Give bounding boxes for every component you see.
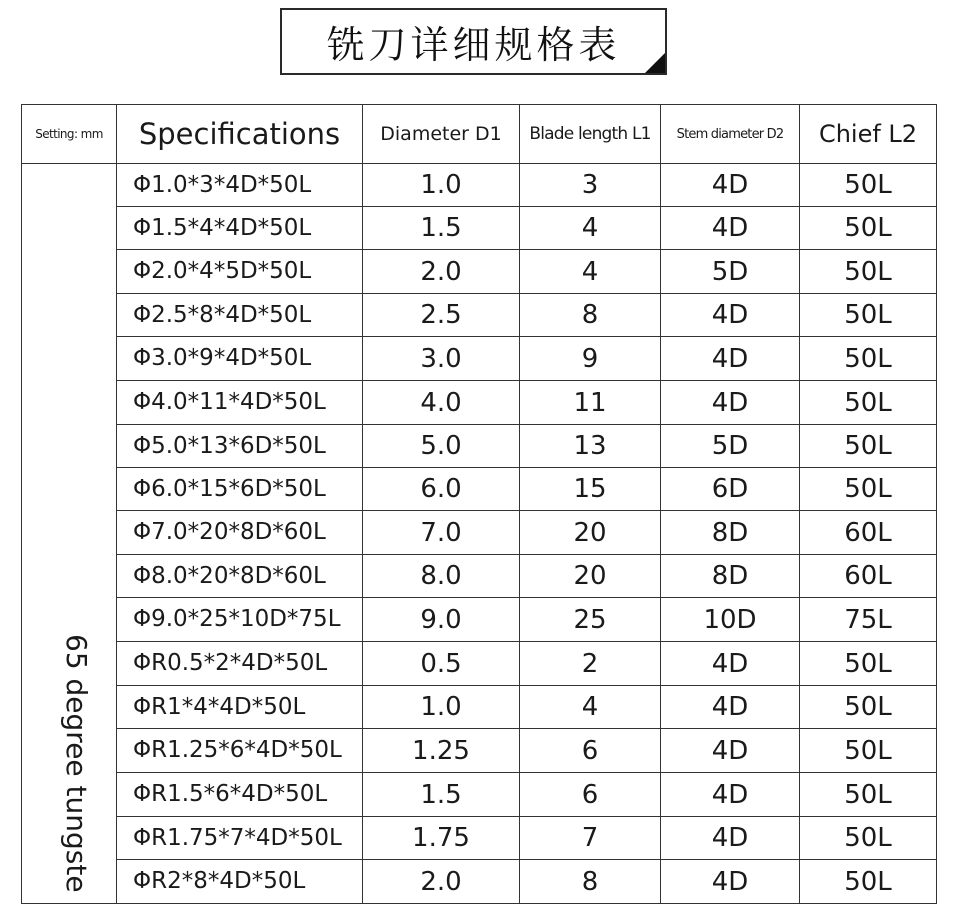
table-row <box>22 294 937 337</box>
cell-diameter-d1: 1.0 <box>363 164 520 207</box>
cell-blade-length-l1: 20 <box>520 555 661 598</box>
table-row <box>22 511 937 555</box>
table-row <box>22 555 937 598</box>
cell-specification: Φ1.0*3*4D*50L <box>117 164 363 207</box>
cell-blade-length-l1: 3 <box>520 164 661 207</box>
cell-blade-length-l1: 4 <box>520 686 661 729</box>
cell-chief-l2: 50L <box>800 381 937 425</box>
cell-blade-length-l1: 4 <box>520 207 661 250</box>
header-blade-length-l1: Blade length L1 <box>520 105 661 164</box>
cell-diameter-d1: 8.0 <box>363 555 520 598</box>
cell-stem-diameter-d2: 6D <box>661 468 800 511</box>
cell-diameter-d1: 1.5 <box>363 207 520 250</box>
cell-diameter-d1: 4.0 <box>363 381 520 425</box>
cell-diameter-d1: 1.0 <box>363 686 520 729</box>
cell-stem-diameter-d2: 4D <box>661 773 800 817</box>
cell-diameter-d1: 0.5 <box>363 642 520 686</box>
header-chief-l2: Chief L2 <box>800 105 937 164</box>
table-row <box>22 381 937 425</box>
cell-diameter-d1: 1.5 <box>363 773 520 817</box>
cell-diameter-d1: 2.5 <box>363 294 520 337</box>
cell-stem-diameter-d2: 5D <box>661 250 800 294</box>
cell-blade-length-l1: 9 <box>520 337 661 381</box>
cell-diameter-d1: 1.25 <box>363 729 520 773</box>
cell-specification: ΦR1.75*7*4D*50L <box>117 817 363 860</box>
cell-diameter-d1: 2.0 <box>363 860 520 904</box>
table-row <box>22 686 937 729</box>
group-cell <box>22 164 117 904</box>
cell-specification: Φ1.5*4*4D*50L <box>117 207 363 250</box>
cell-specification: Φ8.0*20*8D*60L <box>117 555 363 598</box>
cell-stem-diameter-d2: 4D <box>661 381 800 425</box>
cell-stem-diameter-d2: 4D <box>661 164 800 207</box>
cell-chief-l2: 50L <box>800 468 937 511</box>
cell-chief-l2: 75L <box>800 598 937 642</box>
cell-specification: Φ2.0*4*5D*50L <box>117 250 363 294</box>
cell-diameter-d1: 1.75 <box>363 817 520 860</box>
cell-blade-length-l1: 11 <box>520 381 661 425</box>
cell-chief-l2: 50L <box>800 164 937 207</box>
table-row <box>22 642 937 686</box>
cell-diameter-d1: 3.0 <box>363 337 520 381</box>
table-row <box>22 164 937 207</box>
cell-chief-l2: 50L <box>800 337 937 381</box>
table-row <box>22 729 937 773</box>
table-row <box>22 817 937 860</box>
cell-stem-diameter-d2: 8D <box>661 511 800 555</box>
cell-diameter-d1: 7.0 <box>363 511 520 555</box>
cell-specification: ΦR0.5*2*4D*50L <box>117 642 363 686</box>
cell-stem-diameter-d2: 4D <box>661 207 800 250</box>
cell-diameter-d1: 5.0 <box>363 425 520 468</box>
table-body <box>22 164 937 904</box>
cell-stem-diameter-d2: 4D <box>661 337 800 381</box>
cell-stem-diameter-d2: 4D <box>661 642 800 686</box>
cell-stem-diameter-d2: 4D <box>661 686 800 729</box>
cell-blade-length-l1: 4 <box>520 250 661 294</box>
header-row <box>22 105 937 164</box>
cell-blade-length-l1: 6 <box>520 729 661 773</box>
group-label: 65 degree tungste <box>60 634 93 893</box>
table-row <box>22 250 937 294</box>
cell-stem-diameter-d2: 4D <box>661 817 800 860</box>
cell-blade-length-l1: 25 <box>520 598 661 642</box>
table-row <box>22 773 937 817</box>
cell-blade-length-l1: 6 <box>520 773 661 817</box>
cell-specification: ΦR2*8*4D*50L <box>117 860 363 904</box>
cell-diameter-d1: 2.0 <box>363 250 520 294</box>
cell-chief-l2: 60L <box>800 555 937 598</box>
cell-blade-length-l1: 15 <box>520 468 661 511</box>
table-row <box>22 207 937 250</box>
cell-stem-diameter-d2: 4D <box>661 729 800 773</box>
corner-triangle-decoration <box>645 53 665 73</box>
page-title: 铣刀详细规格表 <box>326 23 621 67</box>
cell-specification: ΦR1.25*6*4D*50L <box>117 729 363 773</box>
table-row <box>22 468 937 511</box>
header-stem-diameter-d2: Stem diameter D2 <box>661 105 800 164</box>
cell-blade-length-l1: 7 <box>520 817 661 860</box>
cell-specification: Φ6.0*15*6D*50L <box>117 468 363 511</box>
cell-specification: Φ4.0*11*4D*50L <box>117 381 363 425</box>
cell-specification: Φ9.0*25*10D*75L <box>117 598 363 642</box>
cell-chief-l2: 50L <box>800 817 937 860</box>
cell-chief-l2: 50L <box>800 860 937 904</box>
cell-specification: ΦR1.5*6*4D*50L <box>117 773 363 817</box>
cell-blade-length-l1: 20 <box>520 511 661 555</box>
cell-specification: Φ7.0*20*8D*60L <box>117 511 363 555</box>
cell-chief-l2: 50L <box>800 294 937 337</box>
table-row <box>22 598 937 642</box>
cell-specification: Φ5.0*13*6D*50L <box>117 425 363 468</box>
cell-specification: ΦR1*4*4D*50L <box>117 686 363 729</box>
cell-blade-length-l1: 2 <box>520 642 661 686</box>
table-row <box>22 860 937 904</box>
cell-chief-l2: 50L <box>800 773 937 817</box>
cell-stem-diameter-d2: 5D <box>661 425 800 468</box>
cell-blade-length-l1: 8 <box>520 294 661 337</box>
cell-chief-l2: 50L <box>800 686 937 729</box>
cell-chief-l2: 60L <box>800 511 937 555</box>
table-row <box>22 425 937 468</box>
header-diameter-d1: Diameter D1 <box>363 105 520 164</box>
cell-stem-diameter-d2: 8D <box>661 555 800 598</box>
header-specifications: Specifications <box>117 105 363 164</box>
table-row <box>22 337 937 381</box>
cell-chief-l2: 50L <box>800 729 937 773</box>
spec-table <box>21 104 937 904</box>
cell-diameter-d1: 6.0 <box>363 468 520 511</box>
title-box <box>280 8 667 75</box>
cell-chief-l2: 50L <box>800 207 937 250</box>
header-setting: Setting: mm <box>22 105 117 164</box>
cell-diameter-d1: 9.0 <box>363 598 520 642</box>
cell-specification: Φ3.0*9*4D*50L <box>117 337 363 381</box>
cell-specification: Φ2.5*8*4D*50L <box>117 294 363 337</box>
cell-stem-diameter-d2: 4D <box>661 860 800 904</box>
cell-stem-diameter-d2: 10D <box>661 598 800 642</box>
cell-blade-length-l1: 13 <box>520 425 661 468</box>
cell-chief-l2: 50L <box>800 250 937 294</box>
cell-chief-l2: 50L <box>800 642 937 686</box>
cell-stem-diameter-d2: 4D <box>661 294 800 337</box>
cell-blade-length-l1: 8 <box>520 860 661 904</box>
cell-chief-l2: 50L <box>800 425 937 468</box>
